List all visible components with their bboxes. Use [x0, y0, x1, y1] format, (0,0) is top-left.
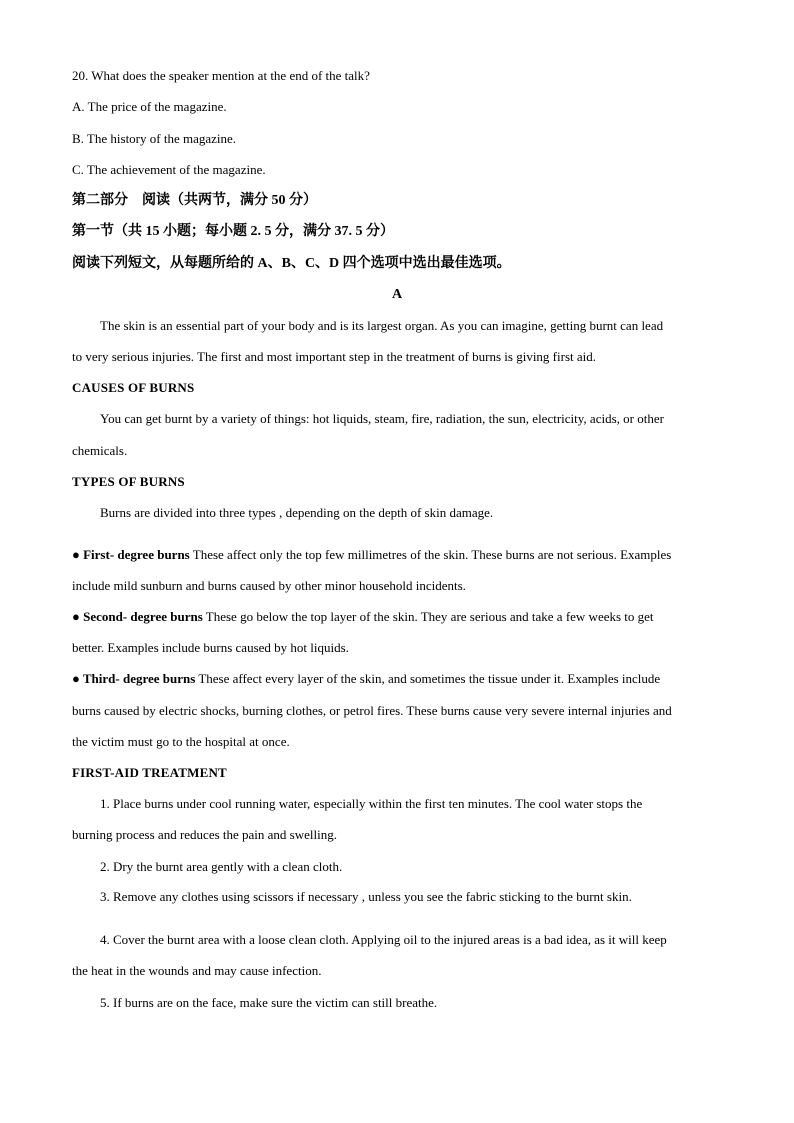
second-degree-label: ● Second- degree burns — [72, 609, 203, 624]
first-degree-text: These affect only the top few millimetres of the skin. These burns are not serious. Examples — [189, 547, 672, 562]
step-4-line-2: the heat in the wounds and may cause infection. — [72, 963, 322, 978]
second-degree-line-1 — [72, 609, 654, 625]
third-degree-text: These affect every layer of the skin, and sometimes the tissue under it. Examples include — [195, 671, 661, 686]
third-degree-line-1 — [72, 671, 660, 687]
passage-label: A — [391, 287, 403, 302]
intro-line-2: to very serious injuries. The first and most important step in the treatment of burns is giving first aid. — [72, 349, 597, 364]
section-sub-heading: 第一节（共 15 小题；每小题 2. 5 分，满分 37. 5 分） — [72, 224, 394, 239]
types-heading: TYPES OF BURNS — [72, 474, 185, 489]
second-degree-text: These go below the top layer of the skin. They are serious and take a few weeks to get — [202, 609, 654, 624]
first-aid-heading: FIRST-AID TREATMENT — [72, 765, 227, 780]
causes-line-2: chemicals. — [72, 443, 128, 458]
section-part-heading: 第二部分 阅读（共两节，满分 50 分） — [72, 193, 317, 208]
step-4-line-1: 4. Cover the burnt area with a loose clean cloth. Applying oil to the injured areas is a bad idea, as it will keep — [100, 932, 667, 947]
causes-heading: CAUSES OF BURNS — [72, 380, 195, 395]
intro-line-1: The skin is an essential part of your body and is its largest organ. As you can imagine, getting burnt can lead — [100, 318, 664, 333]
option-a: A. The price of the magazine. — [72, 99, 227, 114]
first-degree-label: ● First- degree burns — [72, 547, 190, 562]
step-2: 2. Dry the burnt area gently with a clean cloth. — [100, 859, 343, 874]
step-3: 3. Remove any clothes using scissors if necessary , unless you see the fabric sticking to the burnt skin. — [100, 889, 632, 904]
first-degree-line-2: include mild sunburn and burns caused by other minor household incidents. — [72, 578, 466, 593]
question-stem: 20. What does the speaker mention at the end of the talk? — [72, 68, 370, 83]
step-5: 5. If burns are on the face, make sure the victim can still breathe. — [100, 995, 438, 1010]
first-degree-line-1 — [72, 547, 671, 563]
option-b: B. The history of the magazine. — [72, 131, 237, 146]
types-intro: Burns are divided into three types , depending on the depth of skin damage. — [100, 505, 494, 520]
option-c: C. The achievement of the magazine. — [72, 162, 266, 177]
causes-line-1: You can get burnt by a variety of things: hot liquids, steam, fire, radiation, the sun, electricity, acids, or other — [100, 411, 664, 426]
section-instruction: 阅读下列短文，从每题所给的 A、B、C、D 四个选项中选出最佳选项。 — [72, 256, 511, 271]
step-1-line-1: 1. Place burns under cool running water, especially within the first ten minutes. The cool water stops the — [100, 796, 643, 811]
third-degree-line-2: burns caused by electric shocks, burning clothes, or petrol fires. These burns cause very severe internal injuries and — [72, 703, 672, 718]
third-degree-label: ● Third- degree burns — [72, 671, 196, 686]
third-degree-line-3: the victim must go to the hospital at once. — [72, 734, 290, 749]
step-1-line-2: burning process and reduces the pain and swelling. — [72, 827, 337, 842]
second-degree-line-2: better. Examples include burns caused by hot liquids. — [72, 640, 349, 655]
